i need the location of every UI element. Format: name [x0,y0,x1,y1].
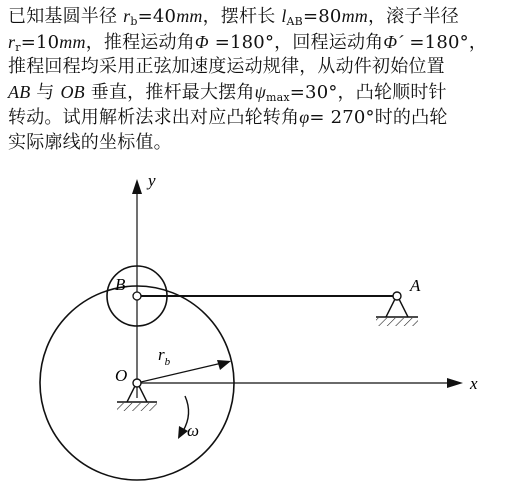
radius-symbol: r [158,345,165,364]
text: 实际廓线的坐标值。 [8,131,172,153]
point-o-label: O [115,366,128,385]
symbol-r: r [123,6,131,26]
omega-label: ω [187,421,200,440]
pivot-o-support-left [127,386,135,402]
value: =80 [302,6,342,27]
unit: mm [176,6,203,26]
subscript: AB [286,15,303,28]
value: =10 [20,31,60,53]
symbol-phi-prime: Φ´ [383,31,404,52]
text: =180°， [403,31,488,53]
symbol-psi: ψ [254,81,266,102]
subscript: b [130,15,138,28]
text: 推程回程均采用正弦加速度运动规律，从动件初始位置 [8,56,445,77]
symbol-ab: AB [8,81,31,102]
value: =40 [137,6,177,27]
pivot-a-hatch [376,318,418,326]
pivot-o-hatch [117,403,157,411]
y-axis-label: y [148,171,156,190]
x-axis-label: x [470,374,478,393]
y-axis-arrow [132,179,142,194]
text: ，摆杆长 [202,6,282,27]
text: =30°，凸轮顺时针 [289,81,447,103]
symbol-phi: Φ [194,31,209,52]
subscript: r [15,40,21,54]
text: 垂直，推杆最大摆角 [84,81,255,103]
base-radius-arrow [217,360,231,370]
symbol-r: r [8,31,16,52]
radius-subscript: b [164,356,171,368]
symbol-ob: OB [60,81,85,102]
pivot-a-support-left [386,299,395,317]
pivot-a-support-right [399,299,408,317]
symbol-l: l [281,6,287,26]
unit: mm [59,31,86,52]
base-radius-line [141,363,222,382]
roller-pin-b [133,292,141,300]
radius-label [158,345,171,368]
text: 已知基圆半径 [8,6,124,27]
text: = 270°时的凸轮 [309,107,448,128]
text: =180°，回程运动角 [208,31,384,53]
subscript: max [265,90,290,104]
unit: mm [341,6,368,26]
x-axis-arrow [447,378,463,388]
pivot-o [133,379,141,387]
text: 转动。试用解析法求出对应凸轮转角 [8,107,300,128]
point-b-label: B [115,275,126,294]
text: 与 [30,81,61,103]
text: ，滚子半径 [367,6,459,27]
text: ，推程运动角 [85,31,195,53]
pivot-o-support-right [139,386,147,402]
symbol-varphi: φ [299,107,310,127]
pivot-a [393,292,401,300]
point-a-label: A [410,276,421,295]
